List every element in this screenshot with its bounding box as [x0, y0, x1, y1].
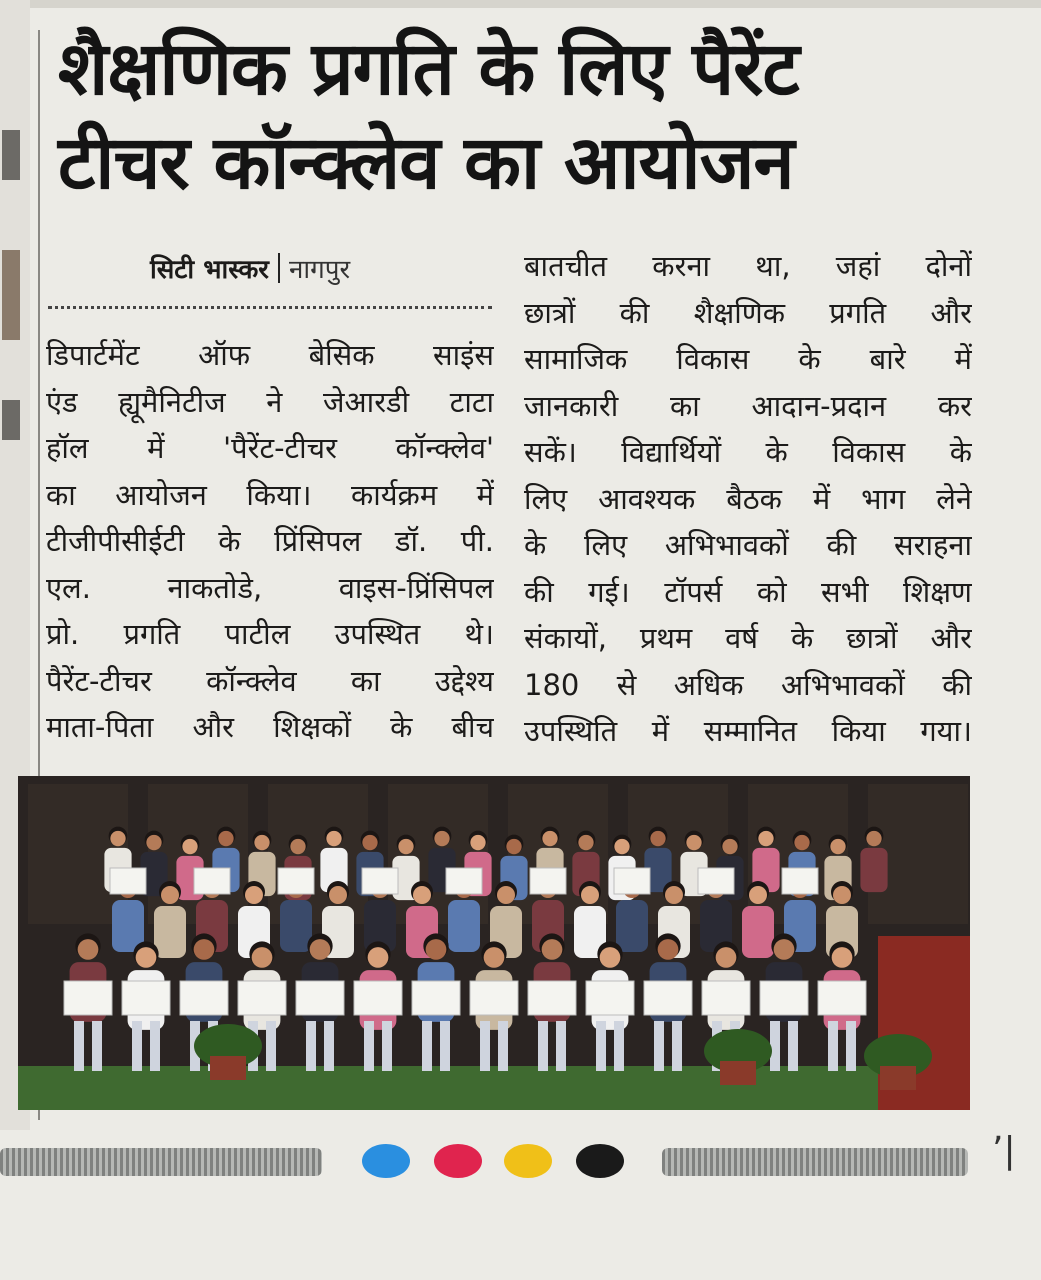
certificate [354, 981, 402, 1015]
article-text-line: एंड ह्यूमैनिटीज ने जेआरडी टाटा [46, 384, 494, 419]
person-back-face [362, 835, 377, 850]
person-front-face [426, 939, 447, 960]
page-top-edge [0, 0, 1041, 8]
person-leg [846, 1021, 856, 1071]
person-back-face [866, 831, 881, 846]
article-text-line: बातचीत करना था, जहां दोनों [524, 249, 972, 283]
person-middle-body [742, 906, 774, 958]
person-front-face [368, 947, 389, 968]
person-middle-face [749, 886, 767, 904]
dotted-divider [48, 306, 492, 309]
person-leg [92, 1021, 102, 1071]
person-leg [74, 1021, 84, 1071]
person-leg [150, 1021, 160, 1071]
byline-separator [278, 253, 280, 283]
certificate [296, 981, 344, 1015]
person-back-body [860, 848, 887, 892]
person-leg [788, 1021, 798, 1071]
article-text-line: का आयोजन किया। कार्यक्रम में [46, 477, 494, 512]
article-text-line: छात्रों की शैक्षणिक प्रगति और [524, 295, 972, 330]
article-text-line: सकें। विद्यार्थियों के विकास के [524, 435, 972, 469]
person-back-face [542, 831, 557, 846]
person-back-face [650, 831, 665, 846]
person-leg [364, 1021, 374, 1071]
certificate [530, 868, 566, 894]
article-text-line: सामाजिक विकास के बारे में [524, 342, 972, 376]
page-corner-mark: ’| [992, 1130, 1016, 1171]
adjacent-text-fragment [2, 130, 20, 180]
person-back-face [614, 839, 629, 854]
person-leg [596, 1021, 606, 1071]
person-middle-body [448, 900, 480, 952]
headline [58, 22, 1018, 210]
headline-line-1: शैक्षणिक प्रगति के लिए पैरेंट [58, 26, 799, 112]
person-front-face [252, 947, 273, 968]
person-leg [770, 1021, 780, 1071]
certificate [644, 981, 692, 1015]
person-middle-face [497, 886, 515, 904]
person-middle-face [413, 886, 431, 904]
person-back-face [290, 839, 305, 854]
person-back-face [146, 835, 161, 850]
person-leg [422, 1021, 432, 1071]
person-middle-face [161, 886, 179, 904]
certificate [278, 868, 314, 894]
person-front-face [542, 939, 563, 960]
article-text-line: लिए आवश्यक बैठक में भाग लेने [524, 481, 972, 516]
certificate [64, 981, 112, 1015]
person-front-face [658, 939, 679, 960]
person-leg [324, 1021, 334, 1071]
article-text-line: टीजीपीसीईटी के प्रिंसिपल डॉ. पी. [46, 524, 494, 558]
certificate [238, 981, 286, 1015]
person-leg [556, 1021, 566, 1071]
certificate [470, 981, 518, 1015]
person-front-face [600, 947, 621, 968]
person-back-face [506, 839, 521, 854]
person-leg [266, 1021, 276, 1071]
photo-floor [18, 1066, 970, 1110]
article-text-line: डिपार्टमेंट ऑफ बेसिक साइंस [46, 338, 494, 372]
person-leg [440, 1021, 450, 1071]
person-back-face [758, 831, 773, 846]
certificate [180, 981, 228, 1015]
certificate [528, 981, 576, 1015]
person-front-face [716, 947, 737, 968]
certificate [122, 981, 170, 1015]
article-text-line: प्रो. प्रगति पाटील उपस्थित थे। [46, 617, 494, 651]
certificate [698, 868, 734, 894]
adjacent-text-fragment [2, 250, 20, 340]
registration-bar-left [0, 1148, 322, 1176]
byline [150, 252, 350, 288]
byline-organization: सिटी भास्कर [150, 255, 269, 285]
person-middle-face [581, 886, 599, 904]
person-leg [382, 1021, 392, 1071]
person-back-face [686, 835, 701, 850]
person-leg [132, 1021, 142, 1071]
article-text-line: के लिए अभिभावकों की सराहना [524, 528, 972, 562]
article-text-line: उपस्थिति में सम्मानित किया गया। [524, 714, 972, 748]
registration-dot-black [576, 1144, 624, 1178]
person-back-face [218, 831, 233, 846]
group-photo-image [18, 776, 970, 1110]
plant-pot [880, 1066, 916, 1090]
registration-bar-right [662, 1148, 968, 1176]
registration-dot-magenta [434, 1144, 482, 1178]
article-column-1 [46, 332, 494, 751]
person-front-face [774, 939, 795, 960]
person-back-face [794, 835, 809, 850]
registration-dot-yellow [504, 1144, 552, 1178]
registration-dot-cyan [362, 1144, 410, 1178]
person-back-face [470, 835, 485, 850]
person-middle-face [665, 886, 683, 904]
certificate [412, 981, 460, 1015]
article-text-line: संकायों, प्रथम वर्ष के छात्रों और [524, 621, 972, 655]
article-text-line: की गई। टॉपर्स को सभी शिक्षण [524, 574, 972, 609]
person-front-face [136, 947, 157, 968]
person-back-face [182, 839, 197, 854]
certificate [446, 868, 482, 894]
person-back-face [326, 831, 341, 846]
certificate [362, 868, 398, 894]
article-column-2 [524, 243, 972, 755]
adjacent-text-fragment [2, 400, 20, 440]
person-leg [306, 1021, 316, 1071]
article-text-line: माता-पिता और शिक्षकों के बीच [46, 710, 494, 744]
person-back-face [578, 835, 593, 850]
byline-city: नागपुर [288, 255, 351, 285]
person-back-face [434, 831, 449, 846]
person-leg [654, 1021, 664, 1071]
plant-pot [210, 1056, 246, 1080]
person-front-face [832, 947, 853, 968]
person-leg [672, 1021, 682, 1071]
article-text-line: हॉल में 'पैरेंट-टीचर कॉन्क्लेव' [46, 431, 494, 465]
person-middle-face [245, 886, 263, 904]
certificate [818, 981, 866, 1015]
article-text-line: एल. नाकतोडे, वाइस-प्रिंसिपल [46, 570, 494, 605]
person-middle-face [329, 886, 347, 904]
person-front-face [194, 939, 215, 960]
person-leg [498, 1021, 508, 1071]
person-back-face [398, 839, 413, 854]
plant-pot [720, 1061, 756, 1085]
person-back-face [722, 839, 737, 854]
certificate [702, 981, 750, 1015]
certificate [110, 868, 146, 894]
article-text-line: जानकारी का आदान-प्रदान कर [524, 388, 972, 423]
person-front-face [310, 939, 331, 960]
certificate [194, 868, 230, 894]
person-middle-body [616, 900, 648, 952]
person-back-face [830, 839, 845, 854]
certificate [586, 981, 634, 1015]
certificate [782, 868, 818, 894]
person-back-face [110, 831, 125, 846]
person-leg [828, 1021, 838, 1071]
person-back-face [254, 835, 269, 850]
print-registration-marks [0, 1140, 1041, 1190]
person-front-face [78, 939, 99, 960]
group-photo [18, 776, 970, 1110]
person-middle-face [833, 886, 851, 904]
person-leg [480, 1021, 490, 1071]
person-leg [538, 1021, 548, 1071]
person-middle-body [154, 906, 186, 958]
headline-line-2: टीचर कॉन्क्लेव का आयोजन [58, 120, 794, 206]
person-front-face [484, 947, 505, 968]
certificate [614, 868, 650, 894]
person-leg [614, 1021, 624, 1071]
person-middle-body [280, 900, 312, 952]
article-text-line: पैरेंट-टीचर कॉन्क्लेव का उद्देश्य [46, 663, 494, 698]
certificate [760, 981, 808, 1015]
article-text-line: 180 से अधिक अभिभावकों की [524, 667, 972, 702]
